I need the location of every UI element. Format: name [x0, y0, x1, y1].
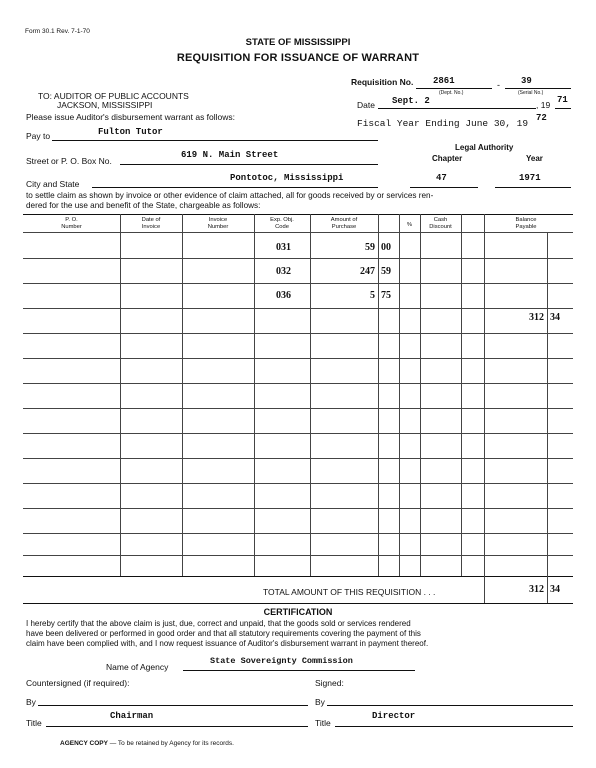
agency-value: State Sovereignty Commission	[210, 656, 353, 666]
to-auditor: TO: AUDITOR OF PUBLIC ACCOUNTS	[38, 91, 189, 101]
pay-to-line	[52, 140, 378, 141]
legal-authority-label: Legal Authority	[455, 143, 514, 152]
total-label: TOTAL AMOUNT OF THIS REQUISITION . . .	[263, 587, 436, 597]
right-title-label: Title	[315, 718, 331, 728]
row3-cents: 75	[381, 290, 391, 301]
footer-rest: — To be retained by Agency for its records.	[109, 740, 234, 747]
fiscal-year: 72	[536, 113, 547, 123]
issue-instruction: Please issue Auditor's disbursement warrant as follows:	[26, 112, 236, 122]
row1-exp-code: 031	[276, 242, 291, 253]
certification-heading: CERTIFICATION	[263, 607, 333, 617]
street-label: Street or P. O. Box No.	[26, 156, 112, 166]
requisition-serial-no: 39	[521, 76, 532, 86]
left-title-label: Title	[26, 718, 42, 728]
row1-cents: 00	[381, 242, 391, 253]
date-year: 71	[557, 95, 568, 105]
left-title-line	[46, 726, 308, 727]
year-value: 1971	[519, 173, 541, 183]
header-amount-of-purchase: Amount of Purchase	[330, 217, 358, 230]
form-id: Form 30.1 Rev. 7-1-70	[25, 28, 90, 35]
chapter-line	[410, 187, 478, 188]
state-heading: STATE OF MISSISSIPPI	[245, 37, 351, 48]
right-title-line	[335, 726, 573, 727]
header-invoice-number: Invoice Number	[207, 217, 229, 230]
chapter-value: 47	[436, 173, 447, 183]
row3-exp-code: 036	[276, 290, 291, 301]
chapter-label: Chapter	[432, 154, 463, 163]
dept-no-caption: (Dept. No.)	[439, 90, 464, 96]
page-title: REQUISITION FOR ISSUANCE OF WARRANT	[176, 52, 420, 64]
left-by-line[interactable]	[38, 705, 308, 706]
footer-bold: AGENCY COPY	[60, 740, 108, 747]
row1-dollars: 59	[365, 242, 375, 253]
signed-label: Signed:	[315, 678, 344, 688]
fiscal-year-label: Fiscal Year Ending June 30, 19	[357, 118, 529, 129]
date-value: Sept. 2	[392, 96, 430, 106]
row2-exp-code: 032	[276, 266, 291, 277]
requisition-dept-no: 2861	[433, 76, 455, 86]
header-date-of-invoice: Date of Invoice	[141, 217, 161, 230]
city-value: Pontotoc, Mississippi	[230, 173, 344, 183]
requisition-serial-line	[505, 88, 571, 89]
city-label: City and State	[26, 179, 80, 189]
date-line	[378, 108, 536, 109]
year-label: Year	[526, 154, 543, 163]
street-line	[120, 164, 378, 165]
right-by-label: By	[315, 697, 325, 707]
total-dollars: 312	[529, 584, 544, 595]
requisition-dash: -	[497, 80, 500, 90]
total-cents: 34	[550, 584, 560, 595]
row2-cents: 59	[381, 266, 391, 277]
city-line	[92, 187, 378, 188]
header-po-number: P. O. Number	[61, 217, 82, 230]
pay-to-label: Pay to	[26, 131, 51, 141]
street-value: 619 N. Main Street	[181, 150, 279, 160]
requisition-label: Requisition No.	[351, 77, 414, 87]
requisition-dept-line	[416, 88, 492, 89]
date-year-prefix: , 19	[536, 100, 551, 110]
right-title-value: Director	[372, 711, 416, 721]
to-city: JACKSON, MISSISSIPPI	[57, 100, 153, 110]
footer-note	[60, 740, 234, 747]
left-title-value: Chairman	[110, 711, 154, 721]
header-percent: %	[406, 222, 413, 228]
serial-no-caption: (Serial No.)	[518, 90, 544, 96]
left-by-label: By	[26, 697, 36, 707]
agency-label: Name of Agency	[106, 662, 169, 672]
pay-to-value: Fulton Tutor	[98, 127, 163, 137]
header-balance-payable: Balance Payable	[515, 217, 537, 230]
right-by-line[interactable]	[327, 705, 573, 706]
header-exp-obj-code: Exp. Obj. Code	[270, 217, 294, 230]
agency-line	[183, 670, 415, 671]
certification-text: I hereby certify that the above claim is just, due, correct and unpaid, that the goods sold or services rendered have been delivered or performed in good order and that all statutory requirements covering the payment of this claim have been complied with, and I now request issuance of Auditor's disbursement warrant in payment thereof.	[26, 619, 429, 648]
row3-dollars: 5	[370, 290, 375, 301]
date-year-line	[555, 108, 571, 109]
row2-dollars: 247	[360, 266, 375, 277]
date-label: Date	[357, 100, 375, 110]
countersigned-label: Countersigned (if required):	[26, 678, 130, 688]
settle-claim-text: to settle claim as shown by invoice or other evidence of claim attached, all for goods received by or services ren- dered for the use and benefit of the State, chargeable as follows:	[26, 191, 434, 210]
balance-cents: 34	[550, 312, 560, 323]
year-line	[495, 187, 571, 188]
header-cash-discount: Cash Discount	[429, 217, 452, 230]
balance-dollars: 312	[529, 312, 544, 323]
